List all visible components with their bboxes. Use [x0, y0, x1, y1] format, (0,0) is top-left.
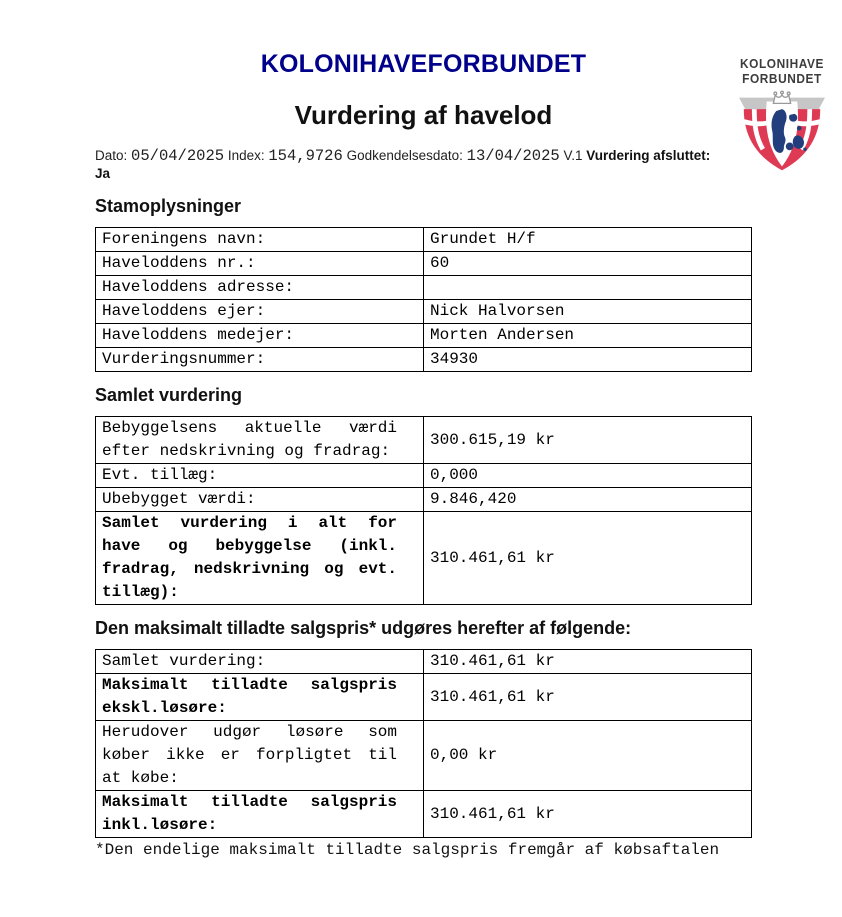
salgspris-footnote: *Den endelige maksimalt tilladte salgspris fremgår af købsaftalen: [95, 841, 720, 859]
salgspris-table: [95, 649, 752, 838]
table-row: [96, 512, 752, 605]
field-value: Morten Andersen: [424, 324, 752, 348]
table-row: [96, 721, 752, 791]
field-label: Maksimalt tilladte salgspris inkl.løsøre:: [96, 791, 424, 838]
table-row: [96, 300, 752, 324]
table-row: [96, 791, 752, 838]
logo-wordmark: [733, 57, 832, 87]
field-value: 60: [424, 252, 752, 276]
section-heading-salgspris: Den maksimalt tilladte salgspris* udgøres herefter af følgende:: [95, 618, 632, 638]
field-value: 0,00 kr: [424, 721, 752, 791]
table-row: [96, 650, 752, 674]
field-value: 310.461,61 kr: [424, 674, 752, 721]
table-row: [96, 488, 752, 512]
meta-index-value: 154,9726: [268, 147, 343, 165]
section-heading-samlet-vurdering: Samlet vurdering: [95, 385, 243, 405]
org-logo: [730, 57, 834, 181]
table-row: [96, 674, 752, 721]
meta-line: [95, 147, 717, 183]
field-label: Samlet vurdering i alt for have og bebyggelse (inkl. fradrag, nedskrivning og evt. tillæg):: [96, 512, 424, 605]
table-row: [96, 417, 752, 464]
field-value: 310.461,61 kr: [424, 512, 752, 605]
field-label: Foreningens navn:: [96, 228, 424, 252]
meta-index-label: Index:: [227, 148, 265, 163]
document-body: [95, 50, 752, 861]
logo-wordmark-line1: KOLONIHAVE: [739, 57, 824, 71]
field-label: Haveloddens ejer:: [96, 300, 424, 324]
field-label: Vurderingsnummer:: [96, 348, 424, 372]
field-label: Haveloddens medejer:: [96, 324, 424, 348]
org-title: KOLONIHAVEFORBUNDET: [260, 50, 587, 78]
page: [0, 50, 842, 917]
field-label: Ubebygget værdi:: [96, 488, 424, 512]
field-value: 34930: [424, 348, 752, 372]
field-label: Herudover udgør løsøre som køber ikke er forpligtet til at købe:: [96, 721, 424, 791]
meta-version: V.1: [563, 148, 583, 163]
meta-godkendelsesdato-label: Godkendelsesdato:: [346, 148, 463, 163]
table-row: [96, 464, 752, 488]
meta-afsluttet-flag: Vurdering afsluttet: Ja: [95, 148, 711, 181]
field-value: 310.461,61 kr: [424, 791, 752, 838]
field-label: Samlet vurdering:: [96, 650, 424, 674]
samlet-vurdering-table: [95, 416, 752, 605]
meta-dato-label: Dato:: [95, 148, 128, 163]
table-row: [96, 276, 752, 300]
stamoplysninger-table: [95, 227, 752, 372]
logo-shield-emblem: [736, 90, 828, 176]
table-row: [96, 348, 752, 372]
table-row: [96, 252, 752, 276]
field-label: Haveloddens adresse:: [96, 276, 424, 300]
meta-dato-value: 05/04/2025: [131, 147, 225, 165]
field-value: 300.615,19 kr: [424, 417, 752, 464]
table-row: [96, 228, 752, 252]
field-label: Evt. tillæg:: [96, 464, 424, 488]
field-value: 310.461,61 kr: [424, 650, 752, 674]
field-label: Bebyggelsens aktuelle værdi efter nedskrivning og fradrag:: [96, 417, 424, 464]
page-title: Vurdering af havelod: [294, 100, 553, 130]
table-row: [96, 324, 752, 348]
field-value: 9.846,420: [424, 488, 752, 512]
field-label: Maksimalt tilladte salgspris ekskl.løsøre:: [96, 674, 424, 721]
field-value: [424, 276, 752, 300]
section-heading-stamoplysninger: Stamoplysninger: [95, 196, 242, 216]
field-value: Grundet H/f: [424, 228, 752, 252]
field-label: Haveloddens nr.:: [96, 252, 424, 276]
meta-godkendelsesdato-value: 13/04/2025: [466, 147, 560, 165]
field-value: Nick Halvorsen: [424, 300, 752, 324]
field-value: 0,000: [424, 464, 752, 488]
logo-wordmark-line2: FORBUNDET: [742, 72, 822, 86]
